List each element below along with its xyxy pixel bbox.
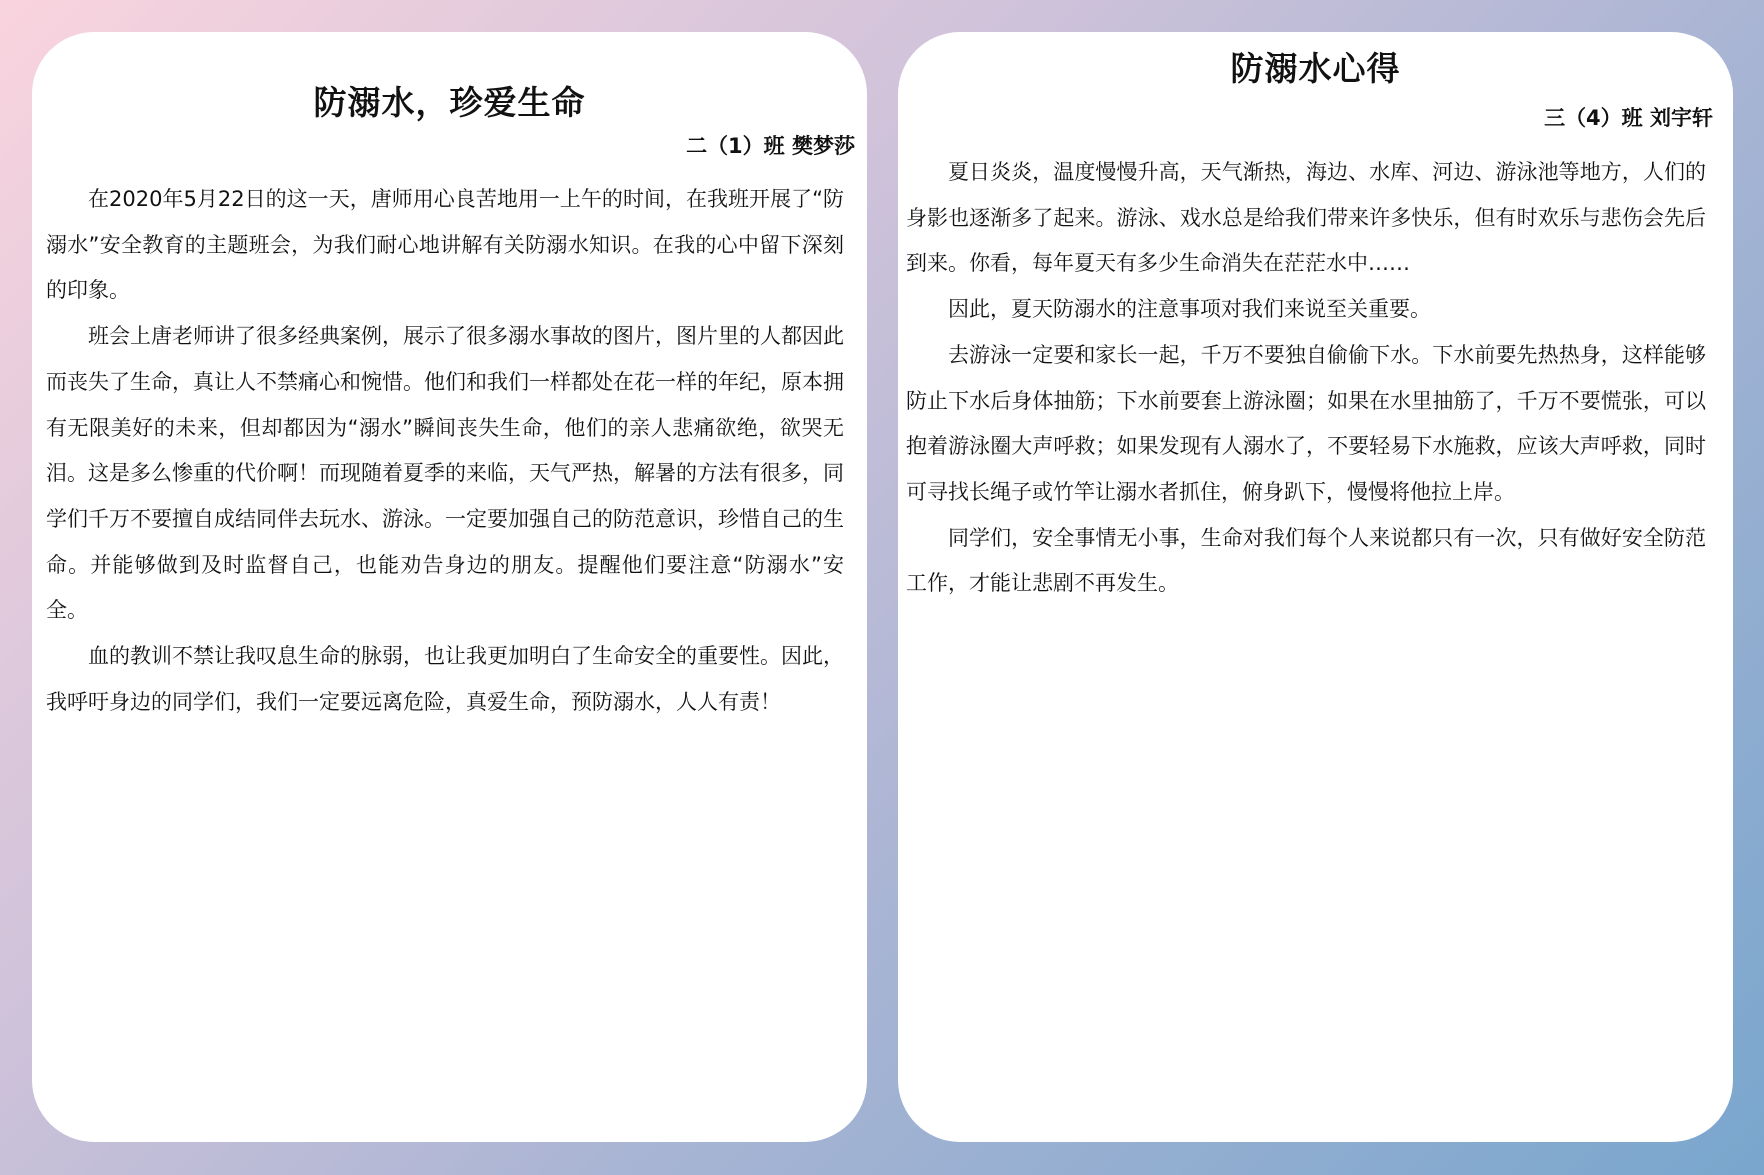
left-article-byline: 二（1）班 樊梦莎 — [686, 134, 855, 158]
right-article-paragraph-1: 夏日炎炎，温度慢慢升高，天气渐热，海边、水库、河边、游泳池等地方，人们的身影也逐渐多了起来。游泳、戏水总是给我们带来许多快乐，但有时欢乐与悲伤会先后到来。你看，每年夏天有多少生命消失在茫茫水中…… — [906, 160, 1706, 276]
left-article-body — [46, 177, 844, 725]
right-article-title: 防溺水心得 — [1230, 49, 1401, 88]
right-article-body — [906, 150, 1706, 607]
right-article-paragraph-4: 同学们，安全事情无小事，生命对我们每个人来说都只有一次，只有做好安全防范工作，才能让悲剧不再发生。 — [906, 525, 1706, 596]
left-article-title: 防溺水，珍爱生命 — [313, 83, 586, 122]
right-article-byline: 三（4）班 刘宇轩 — [1544, 106, 1713, 130]
right-article-paragraph-3: 去游泳一定要和家长一起，千万不要独自偷偷下水。下水前要先热热身，这样能够防止下水后身体抽筋；下水前要套上游泳圈；如果在水里抽筋了，千万不要慌张，可以抱着游泳圈大声呼救；如果发现有人溺水了，不要轻易下水施救，应该大声呼救，同时可寻找长绳子或竹竿让溺水者抓住，俯身趴下，慢慢将他拉上岸。 — [906, 342, 1706, 504]
right-article-card — [898, 32, 1733, 1142]
left-article-card — [32, 32, 867, 1142]
right-article-paragraph-2: 因此，夏天防溺水的注意事项对我们来说至关重要。 — [948, 297, 1431, 322]
left-article-paragraph-3: 血的教训不禁让我叹息生命的脉弱，也让我更加明白了生命安全的重要性。因此，我呼吁身边的同学们，我们一定要远离危险，真爱生命，预防溺水，人人有责！ — [46, 644, 844, 714]
left-article-paragraph-1: 在2020年5月22日的这一天，唐师用心良苦地用一上午的时间，在我班开展了“防溺水”安全教育的主题班会，为我们耐心地讲解有关防溺水知识。在我的心中留下深刻的印象。 — [46, 187, 844, 303]
left-article-paragraph-2: 班会上唐老师讲了很多经典案例，展示了很多溺水事故的图片，图片里的人都因此而丧失了生命，真让人不禁痛心和惋惜。他们和我们一样都处在花一样的年纪，原本拥有无限美好的未来，但却都因为“溺水”瞬间丧失生命，他们的亲人悲痛欲绝，欲哭无泪。这是多么惨重的代价啊！而现随着夏季的来临，天气严热，解暑的方法有很多，同学们千万不要擅自成结同伴去玩水、游泳。一定要加强自己的防范意识，珍惜自己的生命。并能够做到及时监督自己，也能劝告身边的朋友。提醒他们要注意“防溺水”安全。 — [46, 324, 844, 623]
